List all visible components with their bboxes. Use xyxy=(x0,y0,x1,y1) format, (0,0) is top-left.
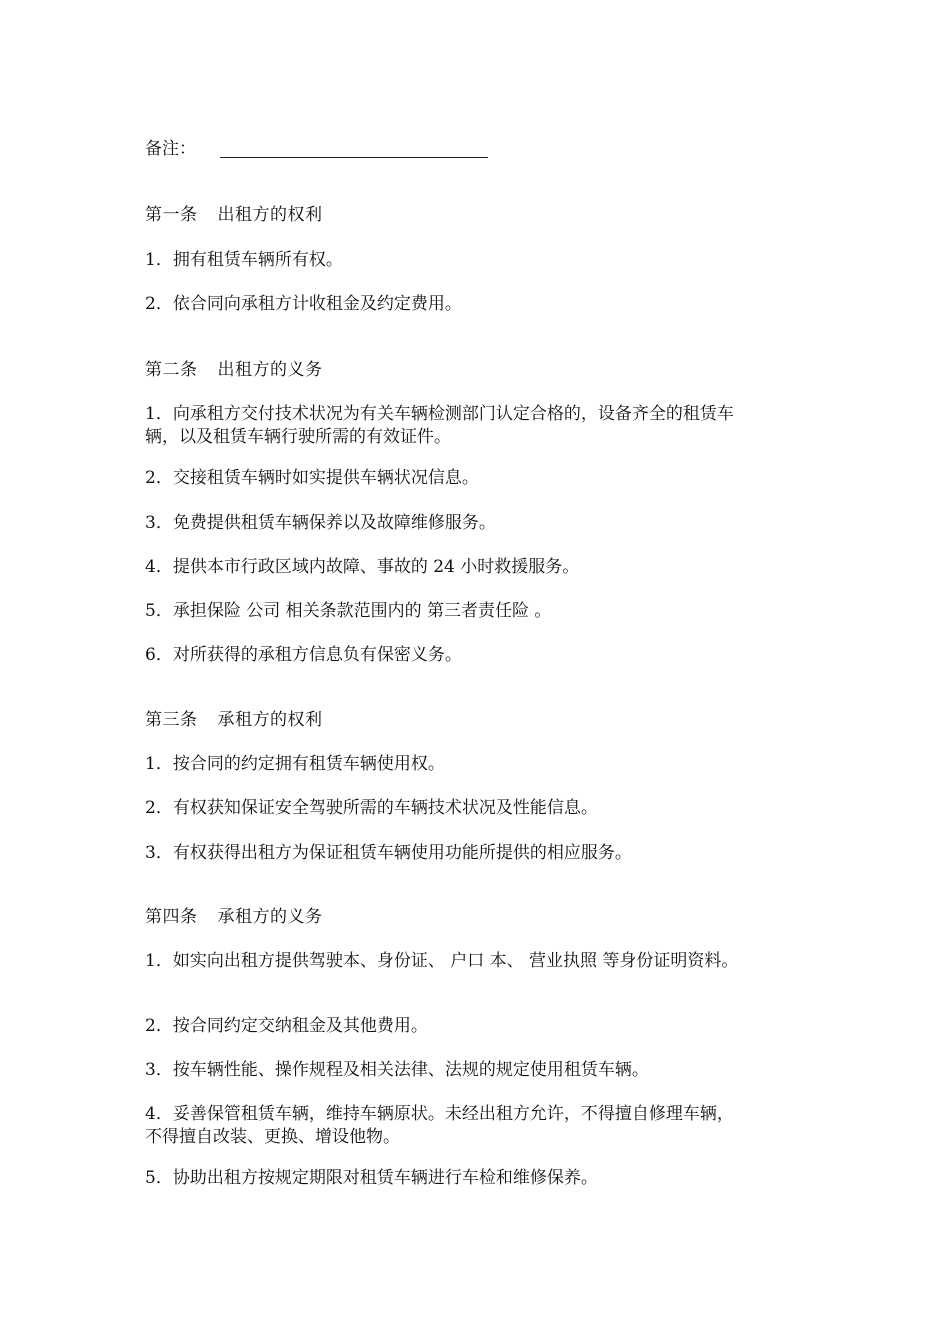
article-title: 承租方的权利 xyxy=(217,710,323,730)
article-2-item-1-line-2: 辆，以及租赁车辆行驶所需的有效证件。 xyxy=(145,427,451,447)
article-2-item-1-line-1: 1．向承租方交付技术状况为有关车辆检测部门认定合格的，设备齐全的租赁车 xyxy=(145,404,734,424)
article-number: 第一条 xyxy=(145,205,198,225)
article-4-heading xyxy=(145,906,323,928)
article-4-item-1: 1．如实向出租方提供驾驶本、身份证、 户口 本、 营业执照 等身份证明资料。 xyxy=(145,951,739,971)
article-3-item-3: 3．有权获得出租方为保证租赁车辆使用功能所提供的相应服务。 xyxy=(145,843,632,863)
article-4-item-4-line-1: 4．妥善保管租赁车辆，维持车辆原状。未经出租方允许，不得擅自修理车辆， xyxy=(145,1104,734,1124)
article-number: 第三条 xyxy=(145,710,198,730)
article-3-item-1: 1．按合同的约定拥有租赁车辆使用权。 xyxy=(145,754,445,774)
article-title: 承租方的义务 xyxy=(217,907,323,927)
article-title: 出租方的权利 xyxy=(217,205,323,225)
article-1-item-1: 1．拥有租赁车辆所有权。 xyxy=(145,250,343,270)
article-2-item-5: 5．承担保险 公司 相关条款范围内的 第三者责任险 。 xyxy=(145,601,552,621)
remarks-blank-line xyxy=(220,157,488,158)
article-4-item-5: 5．协助出租方按规定期限对租赁车辆进行车检和维修保养。 xyxy=(145,1168,598,1188)
article-number: 第四条 xyxy=(145,907,198,927)
article-1-item-2: 2．依合同向承租方计收租金及约定费用。 xyxy=(145,294,462,314)
article-2-item-2: 2．交接租赁车辆时如实提供车辆状况信息。 xyxy=(145,468,479,488)
article-3-heading xyxy=(145,709,323,731)
article-2-item-4: 4．提供本市行政区域内故障、事故的 24 小时救援服务。 xyxy=(145,557,580,577)
article-4-item-3: 3．按车辆性能、操作规程及相关法律、法规的规定使用租赁车辆。 xyxy=(145,1060,649,1080)
article-2-item-6: 6．对所获得的承租方信息负有保密义务。 xyxy=(145,645,462,665)
article-number: 第二条 xyxy=(145,360,198,380)
remarks-label: 备注： xyxy=(145,139,196,159)
article-4-item-2: 2．按合同约定交纳租金及其他费用。 xyxy=(145,1016,428,1036)
article-title: 出租方的义务 xyxy=(217,360,323,380)
article-3-item-2: 2．有权获知保证安全驾驶所需的车辆技术状况及性能信息。 xyxy=(145,798,598,818)
article-1-heading xyxy=(145,204,323,226)
article-2-item-3: 3．免费提供租赁车辆保养以及故障维修服务。 xyxy=(145,513,496,533)
article-2-heading xyxy=(145,359,323,381)
article-4-item-4-line-2: 不得擅自改装、更换、增设他物。 xyxy=(145,1127,400,1147)
